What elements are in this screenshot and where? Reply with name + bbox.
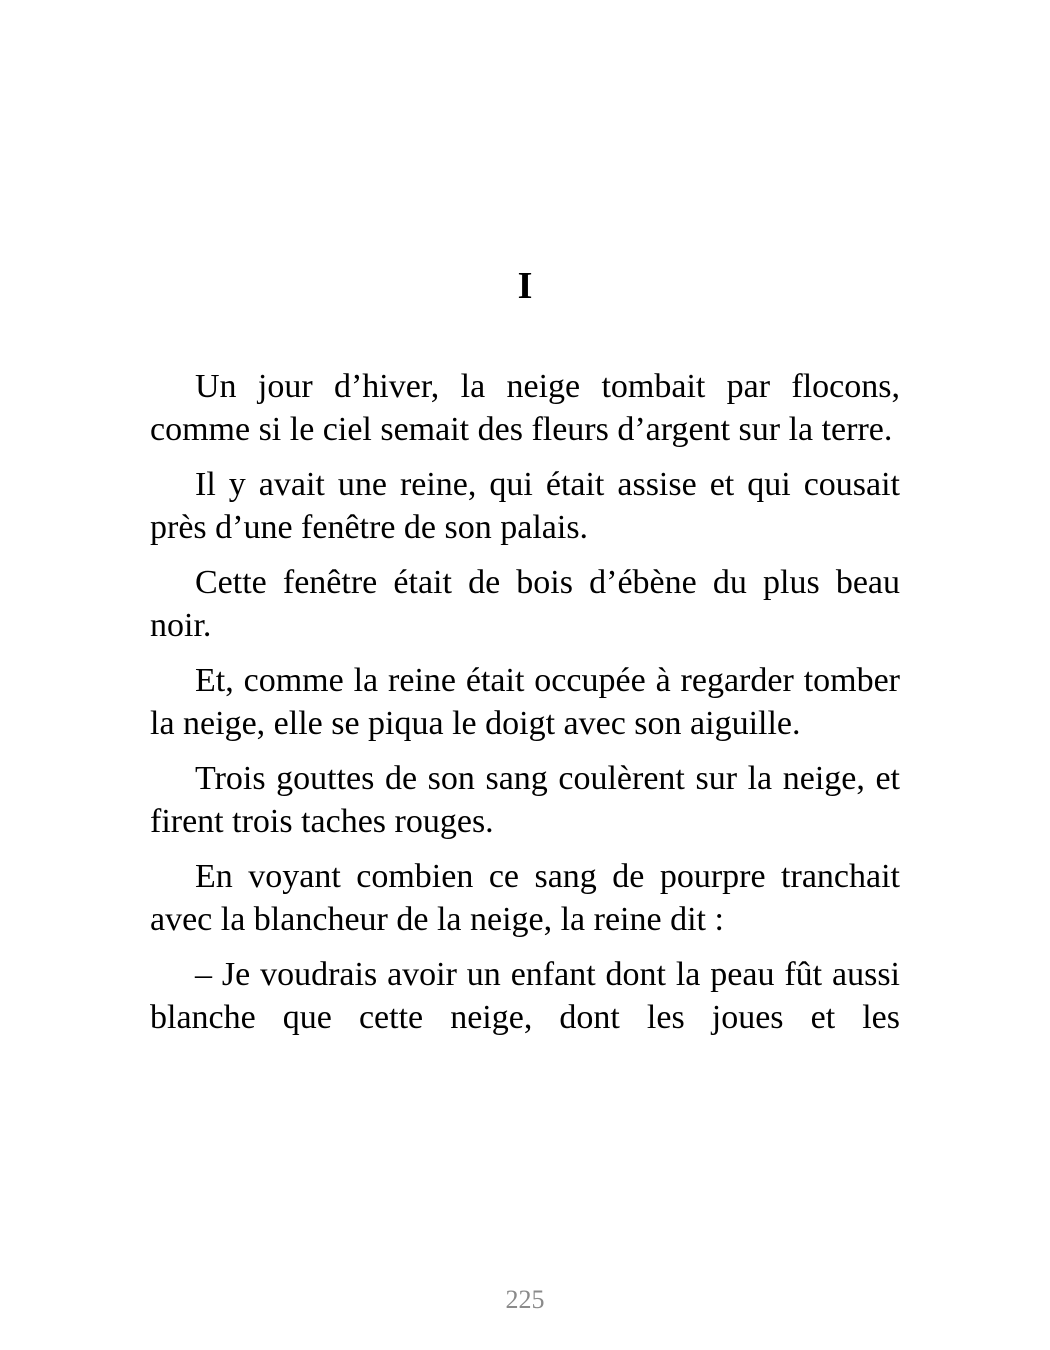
page-number: 225: [505, 1285, 545, 1314]
paragraph-6: En voyant combien ce sang de pourpre tranchait avec la blancheur de la neige, la reine dit :: [150, 858, 900, 938]
body-text: [150, 365, 900, 1051]
paragraph-2: Il y avait une reine, qui était assise et qui cousait près d’une fenêtre de son palais.: [150, 466, 900, 546]
paragraph-3: Cette fenêtre était de bois d’ébène du plus beau noir.: [150, 564, 900, 644]
paragraph-4: Et, comme la reine était occupée à regarder tomber la neige, elle se piqua le doigt avec son aiguille.: [150, 662, 900, 742]
paragraph-1: Un jour d’hiver, la neige tombait par flocons, comme si le ciel semait des fleurs d’argent sur la terre.: [150, 368, 900, 448]
paragraph-7: – Je voudrais avoir un enfant dont la peau fût aussi blanche que cette neige, dont les joues et les: [150, 956, 900, 1036]
chapter-heading: I: [517, 265, 533, 307]
paragraph-5: Trois gouttes de son sang coulèrent sur la neige, et firent trois taches rouges.: [150, 760, 900, 840]
